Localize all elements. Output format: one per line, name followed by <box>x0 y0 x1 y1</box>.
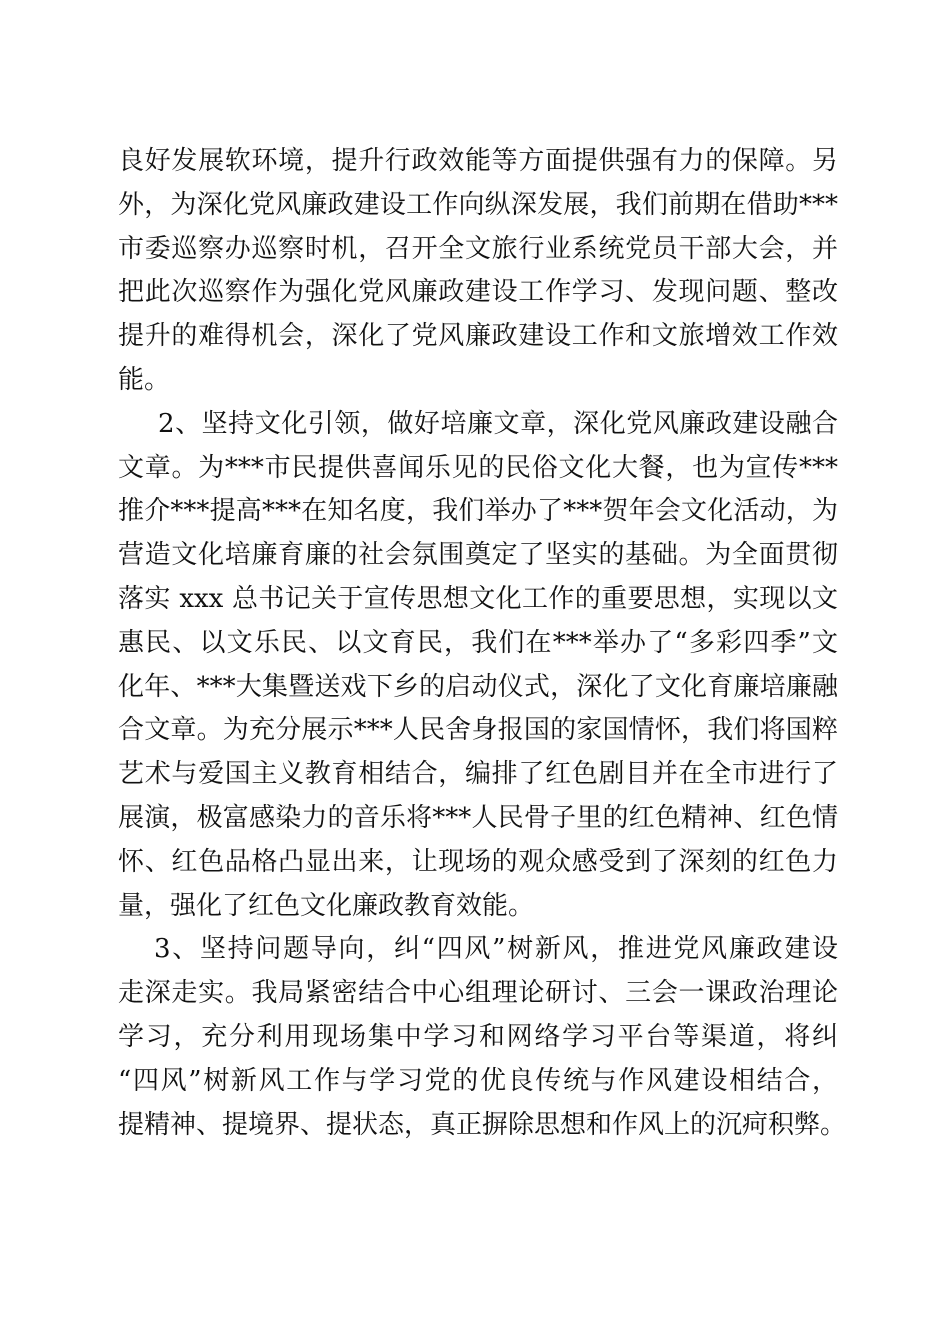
text-line: 走深走实。我局紧密结合中心组理论研讨、三会一课政治理论 <box>118 978 838 1009</box>
text-line: 营造文化培廉育廉的社会氛围奠定了坚实的基础。为全面贯彻 <box>118 540 838 571</box>
text-line: “四风”树新风工作与学习党的优良传统与作风建设相结合， <box>118 1065 838 1096</box>
text-line: 展演，极富感染力的音乐将***人民骨子里的红色精神、红色情 <box>118 802 838 833</box>
text-line: 怀、红色品格凸显出来，让现场的观众感受到了深刻的红色力 <box>118 846 838 877</box>
paragraph-3 <box>118 928 847 1147</box>
text-line: 学习，充分利用现场集中学习和网络学习平台等渠道，将纠 <box>118 1021 838 1052</box>
text-line: 合文章。为充分展示***人民舍身报国的家国情怀，我们将国粹 <box>118 715 838 746</box>
text-line: 提升的难得机会，深化了党风廉政建设工作和文旅增效工作效 <box>118 321 838 352</box>
paragraph-2 <box>118 403 838 929</box>
text-line: 化年、***大集暨送戏下乡的启动仪式，深化了文化育廉培廉融 <box>118 671 838 702</box>
text-line: 市委巡察办巡察时机，召开全文旅行业系统党员干部大会，并 <box>118 233 838 264</box>
text-line: 能。 <box>118 364 171 395</box>
text-line: 把此次巡察作为强化党风廉政建设工作学习、发现问题、整改 <box>118 277 838 308</box>
text-line: 推介***提高***在知名度，我们举办了***贺年会文化活动，为 <box>118 496 838 527</box>
text-line: 惠民、以文乐民、以文育民，我们在***举办了“多彩四季”文 <box>118 627 838 658</box>
text-line: 3、坚持问题导向，纠“四风”树新风，推进党风廉政建设 <box>154 934 838 965</box>
paragraph-1 <box>118 140 838 403</box>
text-line: 艺术与爱国主义教育相结合，编排了红色剧目并在全市进行了 <box>118 759 838 790</box>
text-line: 外，为深化党风廉政建设工作向纵深发展，我们前期在借助*** <box>118 189 838 220</box>
text-line: 量，强化了红色文化廉政教育效能。 <box>118 890 535 921</box>
document-page <box>118 140 847 1147</box>
text-line: 2、坚持文化引领，做好培廉文章，深化党风廉政建设融合 <box>158 408 838 439</box>
text-line: 文章。为***市民提供喜闻乐见的民俗文化大餐，也为宣传*** <box>118 452 838 483</box>
text-line: 落实 xxx 总书记关于宣传思想文化工作的重要思想，实现以文 <box>118 583 838 614</box>
text-line: 良好发展软环境，提升行政效能等方面提供强有力的保障。另 <box>118 146 838 176</box>
text-line: 提精神、提境界、提状态，真正摒除思想和作风上的沉疴积弊。 <box>118 1109 847 1140</box>
